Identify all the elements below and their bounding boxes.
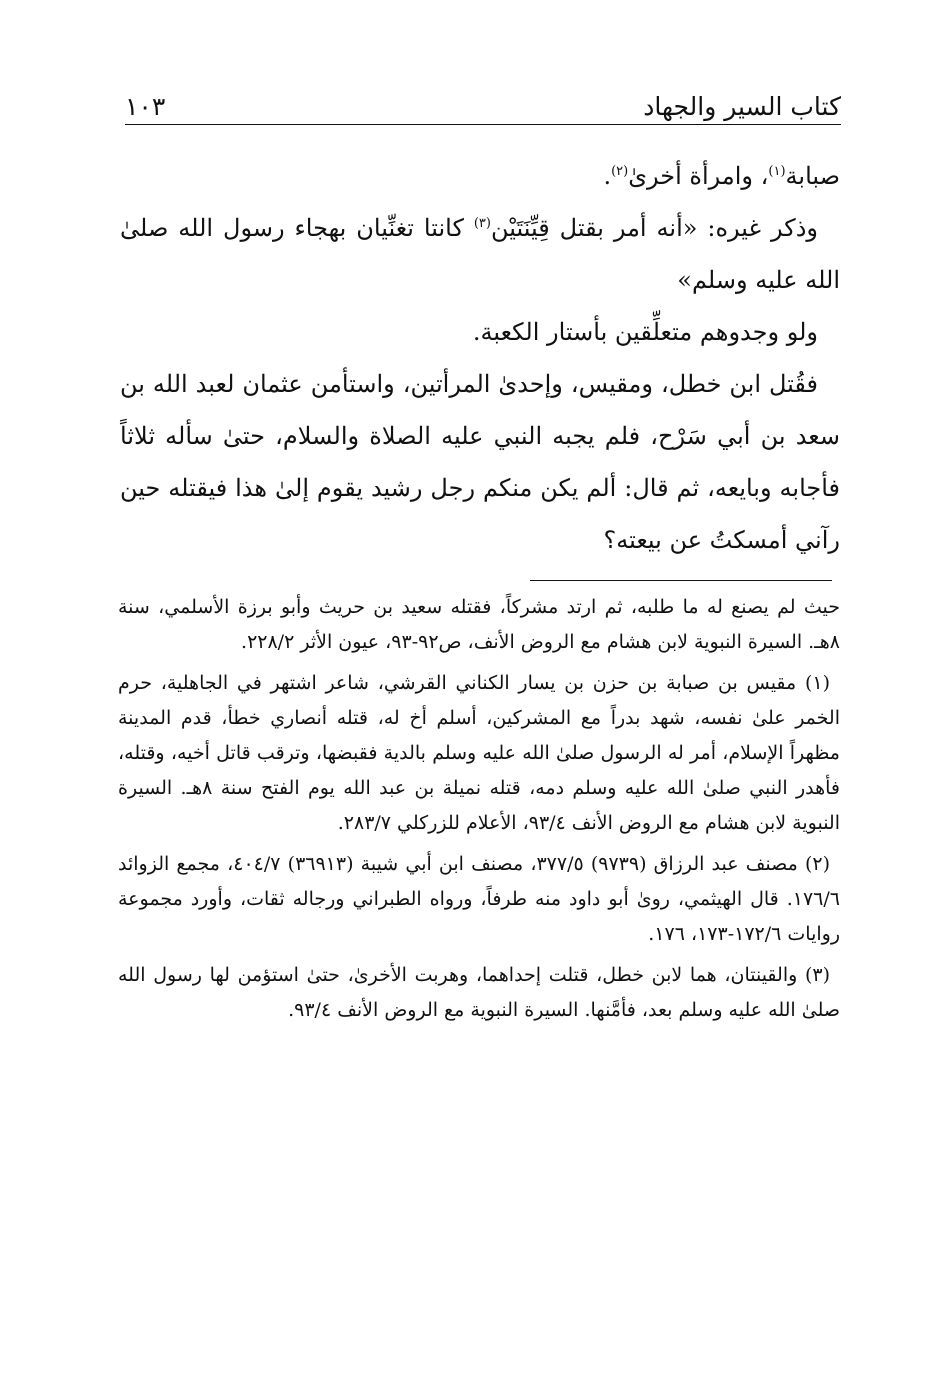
footnote-2: (٢) مصنف عبد الرزاق (٩٧٣٩) ٣٧٧/٥، مصنف ابن أبي شيبة (٣٦٩١٣) ٤٠٤/٧، مجمع الزوائد ١٧٦/٦. قال الهيثمي، روىٰ أبو داود منه طرفاً، ورواه الطبراني ورجاله ثقات، وأورد مجموعة روايات ١٧٢/٦-١٧٣، ١٧٦. xyxy=(118,853,840,945)
running-header xyxy=(125,78,841,122)
footnote-carryover: حيث لم يصنع له ما طلبه، ثم ارتد مشركاً، فقتله سعيد بن حريث وأبو برزة الأسلمي، سنة ٨هـ. السيرة النبوية لابن هشام مع الروض الأنف، ص٩٢-٩٣، عيون الأثر ٢٢٨/٢. xyxy=(118,596,840,653)
header-divider xyxy=(125,124,841,125)
footnote-divider xyxy=(530,580,832,581)
footnote-ref-1: (١) xyxy=(768,164,786,179)
paragraph-2 xyxy=(120,202,840,306)
paragraph-3: ولو وجدوهم متعلِّقين بأستار الكعبة. xyxy=(472,318,818,346)
paragraph-4: فقُتل ابن خطل، ومقيس، وإحدىٰ المرأتين، واستأمن عثمان لعبد الله بن سعد بن أبي سَرْح، فلم يجبه النبي عليه الصلاة والسلام، حتىٰ سأله ثلاثاً فأجابه وبايعه، ثم قال: ألم يكن منكم رجل رشيد يقوم إلىٰ هذا فيقتله حين رآني أمسكتُ عن بيعته؟ xyxy=(120,370,840,554)
paragraph-2-start: وذكر غيره: «أنه أمر بقتل قِيِّنَتَيْن xyxy=(490,214,818,242)
main-text xyxy=(120,150,840,566)
paragraph-1-middle: ، وامرأة أخرىٰ xyxy=(628,162,769,190)
page-number: ١٠٣ xyxy=(125,92,166,121)
paragraph-1 xyxy=(120,150,840,202)
footnote-1: (١) مقيس بن صبابة بن حزن بن يسار الكناني القرشي، شاعر اشتهر في الجاهلية، حرم الخمر علىٰ نفسه، شهد بدراً مع المشركين، أسلم أخ له، قتله أنصاري خطأ، قدم المدينة مظهراً الإسلام، أمر له الرسول صلىٰ الله عليه وسلم بالدية فقبضها، وترقب قاتل أخيه، وقتله، فأهدر النبي صلىٰ الله عليه وسلم دمه، قتله نميلة بن عبد الله يوم الفتح سنة ٨هـ. السيرة النبوية لابن هشام مع الروض الأنف ٩٣/٤، الأعلام للزركلي ٢٨٣/٧. xyxy=(118,672,840,834)
chapter-title: كتاب السير والجهاد xyxy=(643,92,841,121)
footnote-ref-3: (٣) xyxy=(473,216,491,231)
footnote-3: (٣) والقينتان، هما لابن خطل، قتلت إحداهما، وهربت الأخرىٰ، حتىٰ استؤمن لها رسول الله صلىٰ الله عليه وسلم بعد، فأمَّنها. السيرة النبوية مع الروض الأنف ٩٣/٤. xyxy=(118,964,840,1021)
paragraph-1-end: . xyxy=(603,162,612,190)
footnote-ref-2: (٢) xyxy=(611,164,629,179)
paragraph-2-end: كانتا تغنِّيان بهجاء رسول الله صلىٰ الله عليه وسلم» xyxy=(120,214,840,294)
footnotes-section xyxy=(118,590,840,1034)
paragraph-1-text: صبابة xyxy=(785,162,840,190)
